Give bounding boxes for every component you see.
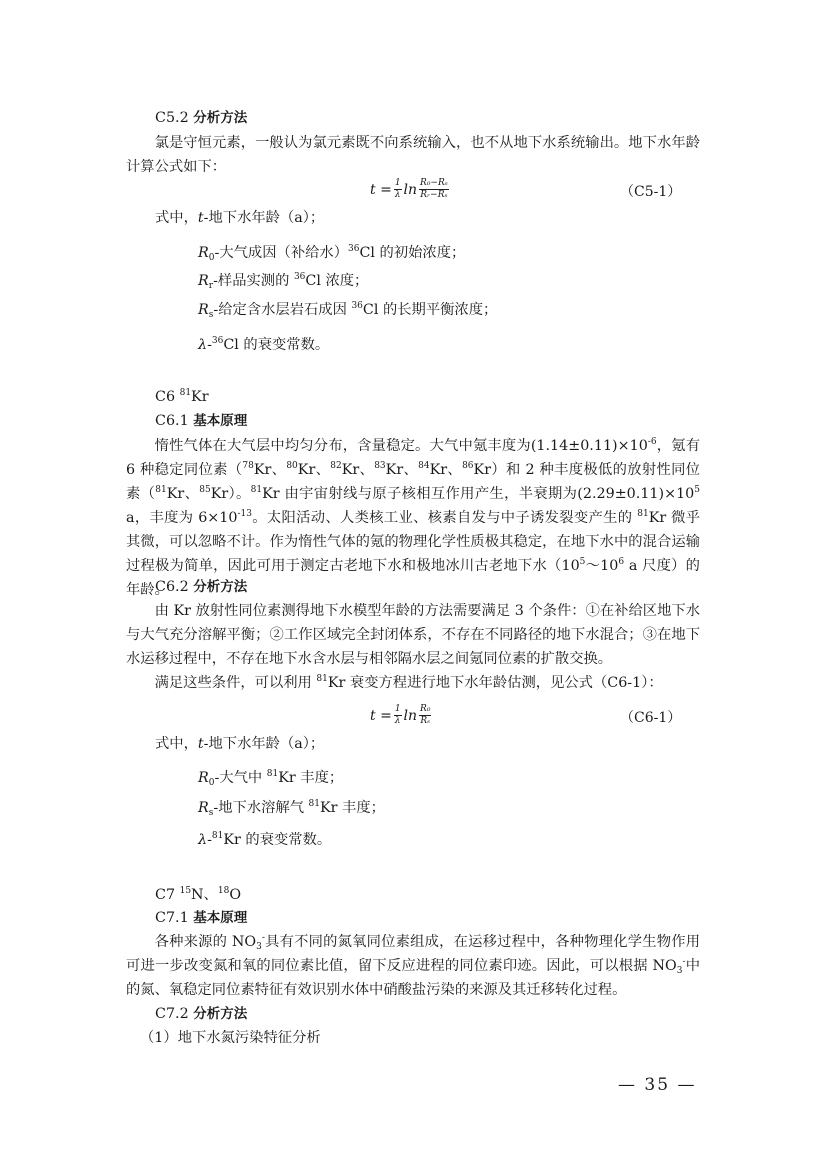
superscript: 36 [351, 301, 363, 311]
italic-symbol: λ [198, 337, 208, 353]
text-run: Kr、 [253, 462, 287, 478]
text-run: C6.2 [155, 579, 194, 595]
denominator: λ [394, 716, 401, 726]
superscript: 81 [316, 674, 328, 684]
superscript: 82 [330, 461, 342, 471]
superscript: 85 [199, 485, 211, 495]
text-run: Kr [191, 389, 209, 405]
section-heading-c6-2 [155, 575, 729, 599]
superscript: -13 [237, 509, 252, 519]
numerator: 1 [394, 178, 401, 188]
text-run: C7.2 [155, 1006, 194, 1022]
italic-symbol: R [198, 273, 209, 289]
italic-symbol: λ [198, 832, 208, 848]
text-run: Kr、 [297, 462, 331, 478]
italic-symbol: t [197, 210, 204, 226]
equation-number-c6-1: （C6-1） [620, 710, 682, 726]
text-run: Cl 的长期平衡浓度； [362, 302, 498, 318]
formula-lhs: t = [370, 707, 392, 724]
text-run: Kr、 [166, 486, 200, 502]
superscript: 15 [179, 886, 192, 896]
superscript: 36 [211, 336, 224, 346]
subscript: 3 [676, 966, 683, 976]
text-run: C7 [155, 887, 180, 903]
text-run: Kr 衰变方程进行地下水年龄估测，见公式（C6-1）： [327, 675, 663, 691]
superscript: 81 [155, 485, 167, 495]
text-run: -地下水年龄（a）； [203, 210, 325, 226]
italic-symbol: R [198, 770, 209, 786]
text-run: 式中， [155, 210, 198, 226]
text-run: Cl 的衰变常数。 [223, 337, 330, 353]
denominator: λ [394, 190, 401, 200]
italic-symbol: R [198, 245, 209, 261]
superscript: 5 [694, 485, 700, 495]
fraction-one-over-lambda [394, 178, 402, 201]
text-run: Kr）。 [210, 486, 251, 502]
list-item-1 [140, 1026, 714, 1050]
text-run: a，丰度为 6×10 [126, 510, 238, 526]
superscript: 84 [418, 461, 430, 471]
superscript: 81 [211, 831, 224, 841]
page-number: — 35 — [618, 1075, 697, 1095]
text-run: 惰性气体在大气层中均匀分布，含量稳定。大气中氪丰度为(1.14±0.11)×10 [154, 438, 648, 454]
section-heading-c7 [155, 883, 729, 907]
text-run: Kr、 [341, 462, 375, 478]
superscript: 6 [618, 557, 625, 567]
where-clause [155, 732, 729, 756]
italic-symbol: R [198, 302, 209, 318]
fraction-ratio [419, 704, 431, 727]
text-run: Kr）和 2 种丰度极低的放射性同位素（ [126, 462, 701, 502]
formula-c5-1 [370, 178, 451, 201]
denominator: Rᵣ−Rₛ [420, 190, 448, 200]
equation-number-c5-1: （C5-1） [620, 184, 682, 200]
variable-lambda [198, 333, 772, 357]
formula-c6-1 [370, 704, 433, 727]
text-run: ，氪有 6 种稳定同位素（ [126, 438, 700, 478]
text-run: C6.1 [155, 413, 194, 429]
superscript: 36 [293, 272, 306, 282]
superscript: - [682, 957, 686, 967]
variable-rs [198, 298, 772, 322]
text-run: -样品实测的 [213, 273, 294, 289]
fraction-ratio [419, 178, 449, 201]
superscript: 81 [266, 769, 279, 779]
superscript: 5 [579, 557, 586, 567]
ln: ln [403, 181, 418, 198]
text-run: ～10 [585, 558, 619, 574]
heading-text: 分析方法 [193, 1006, 248, 1022]
heading-text: 基本原理 [193, 910, 248, 926]
numerator: R₀−Rₛ [420, 178, 448, 188]
paragraph-kr-conditions [126, 599, 700, 671]
denominator: Rₛ [420, 716, 431, 726]
text-run: 各种来源的 NO [154, 934, 257, 950]
section-heading-c7-1 [155, 906, 729, 930]
text-run: 中的氮、氧稳定同位素特征有效识别水体中硝酸盐污染的来源及其迁移转化过程。 [126, 958, 700, 998]
text-run: Kr、 [385, 462, 419, 478]
text-run: 。太阳活动、人类核工业、核素自发与中子诱发裂变产生的 [251, 510, 638, 526]
heading-text: 分析方法 [193, 110, 248, 126]
subscript: s [208, 808, 214, 818]
paragraph-nitrate-principle [126, 930, 700, 1002]
variable-lambda [198, 828, 772, 852]
section-heading-c5-2 [155, 106, 729, 130]
variable-r0 [198, 766, 772, 790]
superscript: 81 [179, 388, 192, 398]
text-run: -地下水年龄（a）； [203, 736, 325, 752]
text-run: - [207, 337, 212, 353]
variable-r0 [198, 241, 772, 265]
text-run: Kr、 [429, 462, 463, 478]
text-run: -大气成因（补给水） [214, 245, 349, 261]
text-run: 式中， [155, 736, 198, 752]
superscript: 18 [217, 886, 230, 896]
numerator: 1 [394, 704, 401, 714]
subscript: r [208, 281, 214, 291]
text-run: 具有不同的氮氧同位素组成，在运移过程中，各种物理化学生物作用可进一步改变氮和氧的同位素比值，留下反应进程的同位素印迹。因此，可以根据 NO [126, 934, 701, 974]
text-run: -给定含水层岩石成因 [213, 302, 352, 318]
subscript: s [208, 310, 214, 320]
fraction-one-over-lambda [394, 704, 402, 727]
text-run: O [229, 887, 242, 903]
numerator: R₀ [420, 704, 431, 714]
text-run: Kr 丰度； [278, 770, 344, 786]
ln: ln [403, 707, 418, 724]
superscript: 78 [242, 461, 254, 471]
text-run: C5.2 [155, 110, 194, 126]
where-clause [155, 206, 729, 230]
section-heading-c6 [155, 385, 729, 409]
text-run: 氯是守恒元素，一般认为氯元素既不向系统输入，也不从地下水系统输出。地下水年龄计算公式如下： [126, 135, 700, 175]
text-run: a 尺度）的年龄。 [126, 558, 700, 598]
text-run: 由 Kr 放射性同位素测得地下水模型年龄的方法需要满足 3 个条件：①在补给区地下水与大气充分溶解平衡；②工作区域完全封闭体系，不存在不同路径的地下水混合；③在地下水运移过程中，不存在地下水含水层与相邻隔水层之间氪同位素的扩散交换。 [126, 603, 700, 667]
paragraph-chlorine-intro [126, 131, 700, 179]
section-heading-c6-1 [155, 409, 729, 433]
subscript: 0 [208, 778, 215, 788]
paragraph-kr-formula-intro [126, 671, 700, 695]
heading-text: 分析方法 [193, 579, 248, 595]
text-run: C6 [155, 389, 180, 405]
superscript: 80 [286, 461, 298, 471]
subscript: 3 [256, 942, 262, 952]
text-run: - [207, 832, 212, 848]
text-run: C7.1 [155, 910, 194, 926]
italic-symbol: t [197, 736, 204, 752]
superscript: 36 [348, 244, 360, 254]
superscript: 86 [462, 461, 474, 471]
variable-rs [198, 796, 772, 820]
text-run: Kr 微乎其微，可以忽略不计。作为惰性气体的氪的物理化学性质极其稳定，在地下水中的混合运输过程极为简单，因此可用于测定古老地下水和极地冰川古老地下水（10 [126, 510, 701, 574]
variable-rr [198, 269, 772, 293]
text-run: Cl 的初始浓度； [359, 245, 466, 261]
text-run: 满足这些条件，可以利用 [154, 675, 317, 691]
text-run: Kr 由宇宙射线与原子核相互作用产生，半衰期为(2.29±0.11)×10 [262, 486, 695, 502]
subscript: 0 [208, 253, 215, 263]
italic-symbol: R [198, 800, 209, 816]
text-run: Kr 丰度； [320, 800, 385, 816]
text-run: Kr 的衰变常数。 [223, 832, 332, 848]
superscript: 83 [374, 461, 386, 471]
text-run: Cl 浓度； [305, 273, 369, 289]
formula-lhs: t = [370, 181, 392, 198]
superscript: - [261, 933, 265, 943]
text-run: （1）地下水氮污染特征分析 [140, 1030, 321, 1046]
superscript: -6 [647, 437, 657, 447]
superscript: 81 [308, 799, 320, 809]
superscript: 81 [637, 509, 649, 519]
text-run: -地下水溶解气 [213, 800, 309, 816]
text-run: N、 [191, 887, 218, 903]
heading-text: 基本原理 [193, 413, 248, 429]
section-heading-c7-2 [155, 1002, 729, 1026]
superscript: 81 [250, 485, 263, 495]
text-run: -大气中 [214, 770, 267, 786]
